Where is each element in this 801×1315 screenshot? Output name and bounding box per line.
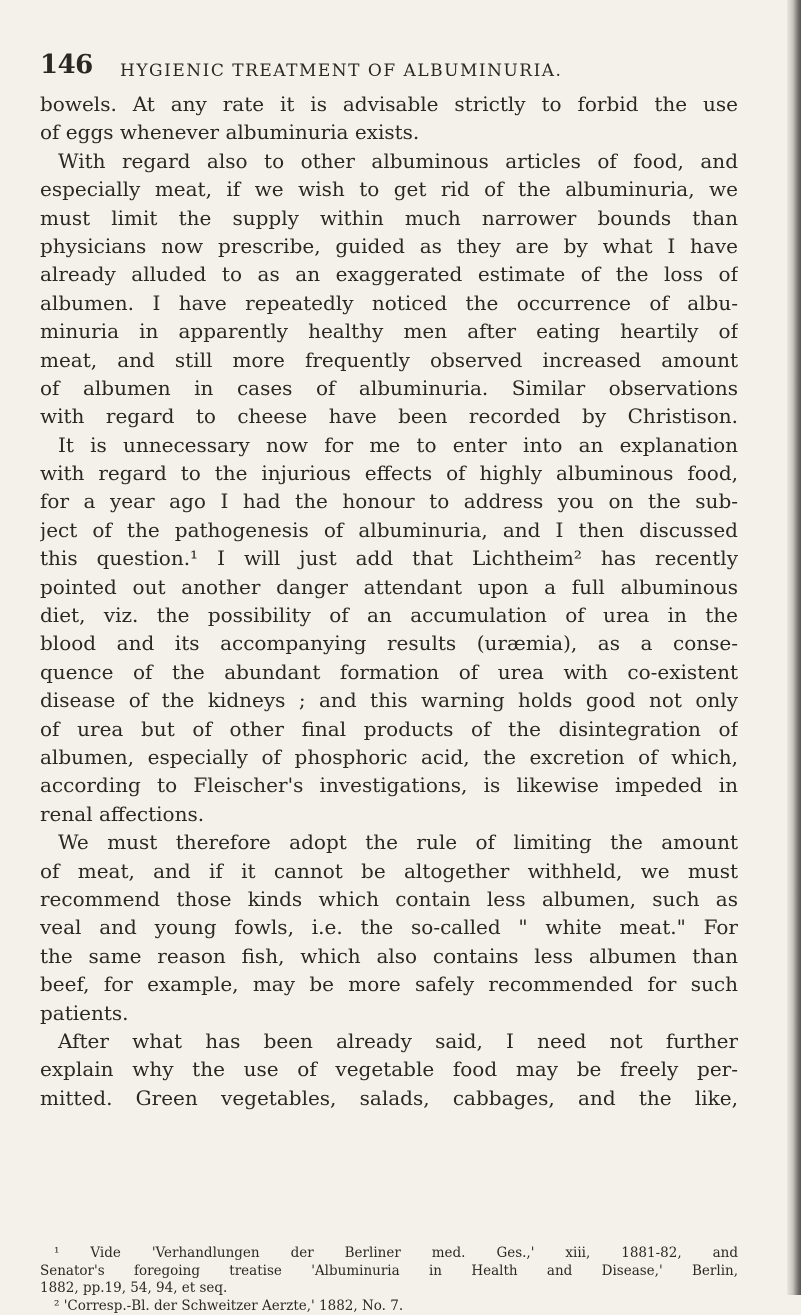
text-line: renal affections. [40,800,738,828]
page-edge-shadow [787,0,801,1295]
text-line: this question.¹ I will just add that Lichtheim² has recently [40,544,738,572]
text-line: physicians now prescribe, guided as they are by what I have [40,232,738,260]
text-line: minuria in apparently healthy men after eating heartily of [40,317,738,345]
text-line: veal and young fowls, i.e. the so-called " white meat." For [40,913,738,941]
text-line: for a year ago I had the honour to address you on the sub- [40,487,738,515]
page-header [40,50,760,90]
text-line: of meat, and if it cannot be altogether withheld, we must [40,857,738,885]
text-line: We must therefore adopt the rule of limiting the amount [40,828,738,856]
text-line: disease of the kidneys ; and this warning holds good not only [40,686,738,714]
text-line: blood and its accompanying results (uræmia), as a conse- [40,629,738,657]
text-line: ject of the pathogenesis of albuminuria, and I then discussed [40,516,738,544]
text-line: patients. [40,999,738,1027]
text-line: bowels. At any rate it is advisable strictly to forbid the use [40,90,738,118]
text-line: recommend those kinds which contain less albumen, such as [40,885,738,913]
text-line: of albumen in cases of albuminuria. Similar observations [40,374,738,402]
running-head: HYGIENIC TREATMENT OF ALBUMINURIA. [120,61,562,81]
page-number: 146 [40,50,93,80]
footnote-line: ² 'Corresp.-Bl. der Schweitzer Aerzte,' 1882, No. 7. [40,1298,738,1315]
footnote-line: Senator's foregoing treatise 'Albuminuria in Health and Disease,' Berlin, [40,1263,738,1281]
text-line: beef, for example, may be more safely recommended for such [40,970,738,998]
text-line: with regard to cheese have been recorded by Christison. [40,402,738,430]
text-line: meat, and still more frequently observed increased amount [40,346,738,374]
footnotes [40,1245,738,1315]
text-line: with regard to the injurious effects of highly albuminous food, [40,459,738,487]
text-line: must limit the supply within much narrower bounds than [40,204,738,232]
footnote-line: ¹ Vide 'Verhandlungen der Berliner med. Ges.,' xiii, 1881-82, and [40,1245,738,1263]
text-line: pointed out another danger attendant upon a full albuminous [40,573,738,601]
text-line: already alluded to as an exaggerated estimate of the loss of [40,260,738,288]
text-line: diet, viz. the possibility of an accumulation of urea in the [40,601,738,629]
text-line: explain why the use of vegetable food may be freely per- [40,1055,738,1083]
text-line: albumen. I have repeatedly noticed the occurrence of albu- [40,289,738,317]
text-line: It is unnecessary now for me to enter into an explanation [40,431,738,459]
text-line: albumen, especially of phosphoric acid, the excretion of which, [40,743,738,771]
text-line: With regard also to other albuminous articles of food, and [40,147,738,175]
footnote-line: 1882, pp.19, 54, 94, et seq. [40,1280,738,1298]
text-line: especially meat, if we wish to get rid of the albuminuria, we [40,175,738,203]
text-line: the same reason fish, which also contains less albumen than [40,942,738,970]
text-line: quence of the abundant formation of urea with co-existent [40,658,738,686]
text-line: according to Fleischer's investigations, is likewise impeded in [40,771,738,799]
text-line: mitted. Green vegetables, salads, cabbages, and the like, [40,1084,738,1112]
text-line: of eggs whenever albuminuria exists. [40,118,738,146]
body-text [40,90,738,1112]
text-line: After what has been already said, I need not further [40,1027,738,1055]
text-line: of urea but of other final products of the disintegration of [40,715,738,743]
